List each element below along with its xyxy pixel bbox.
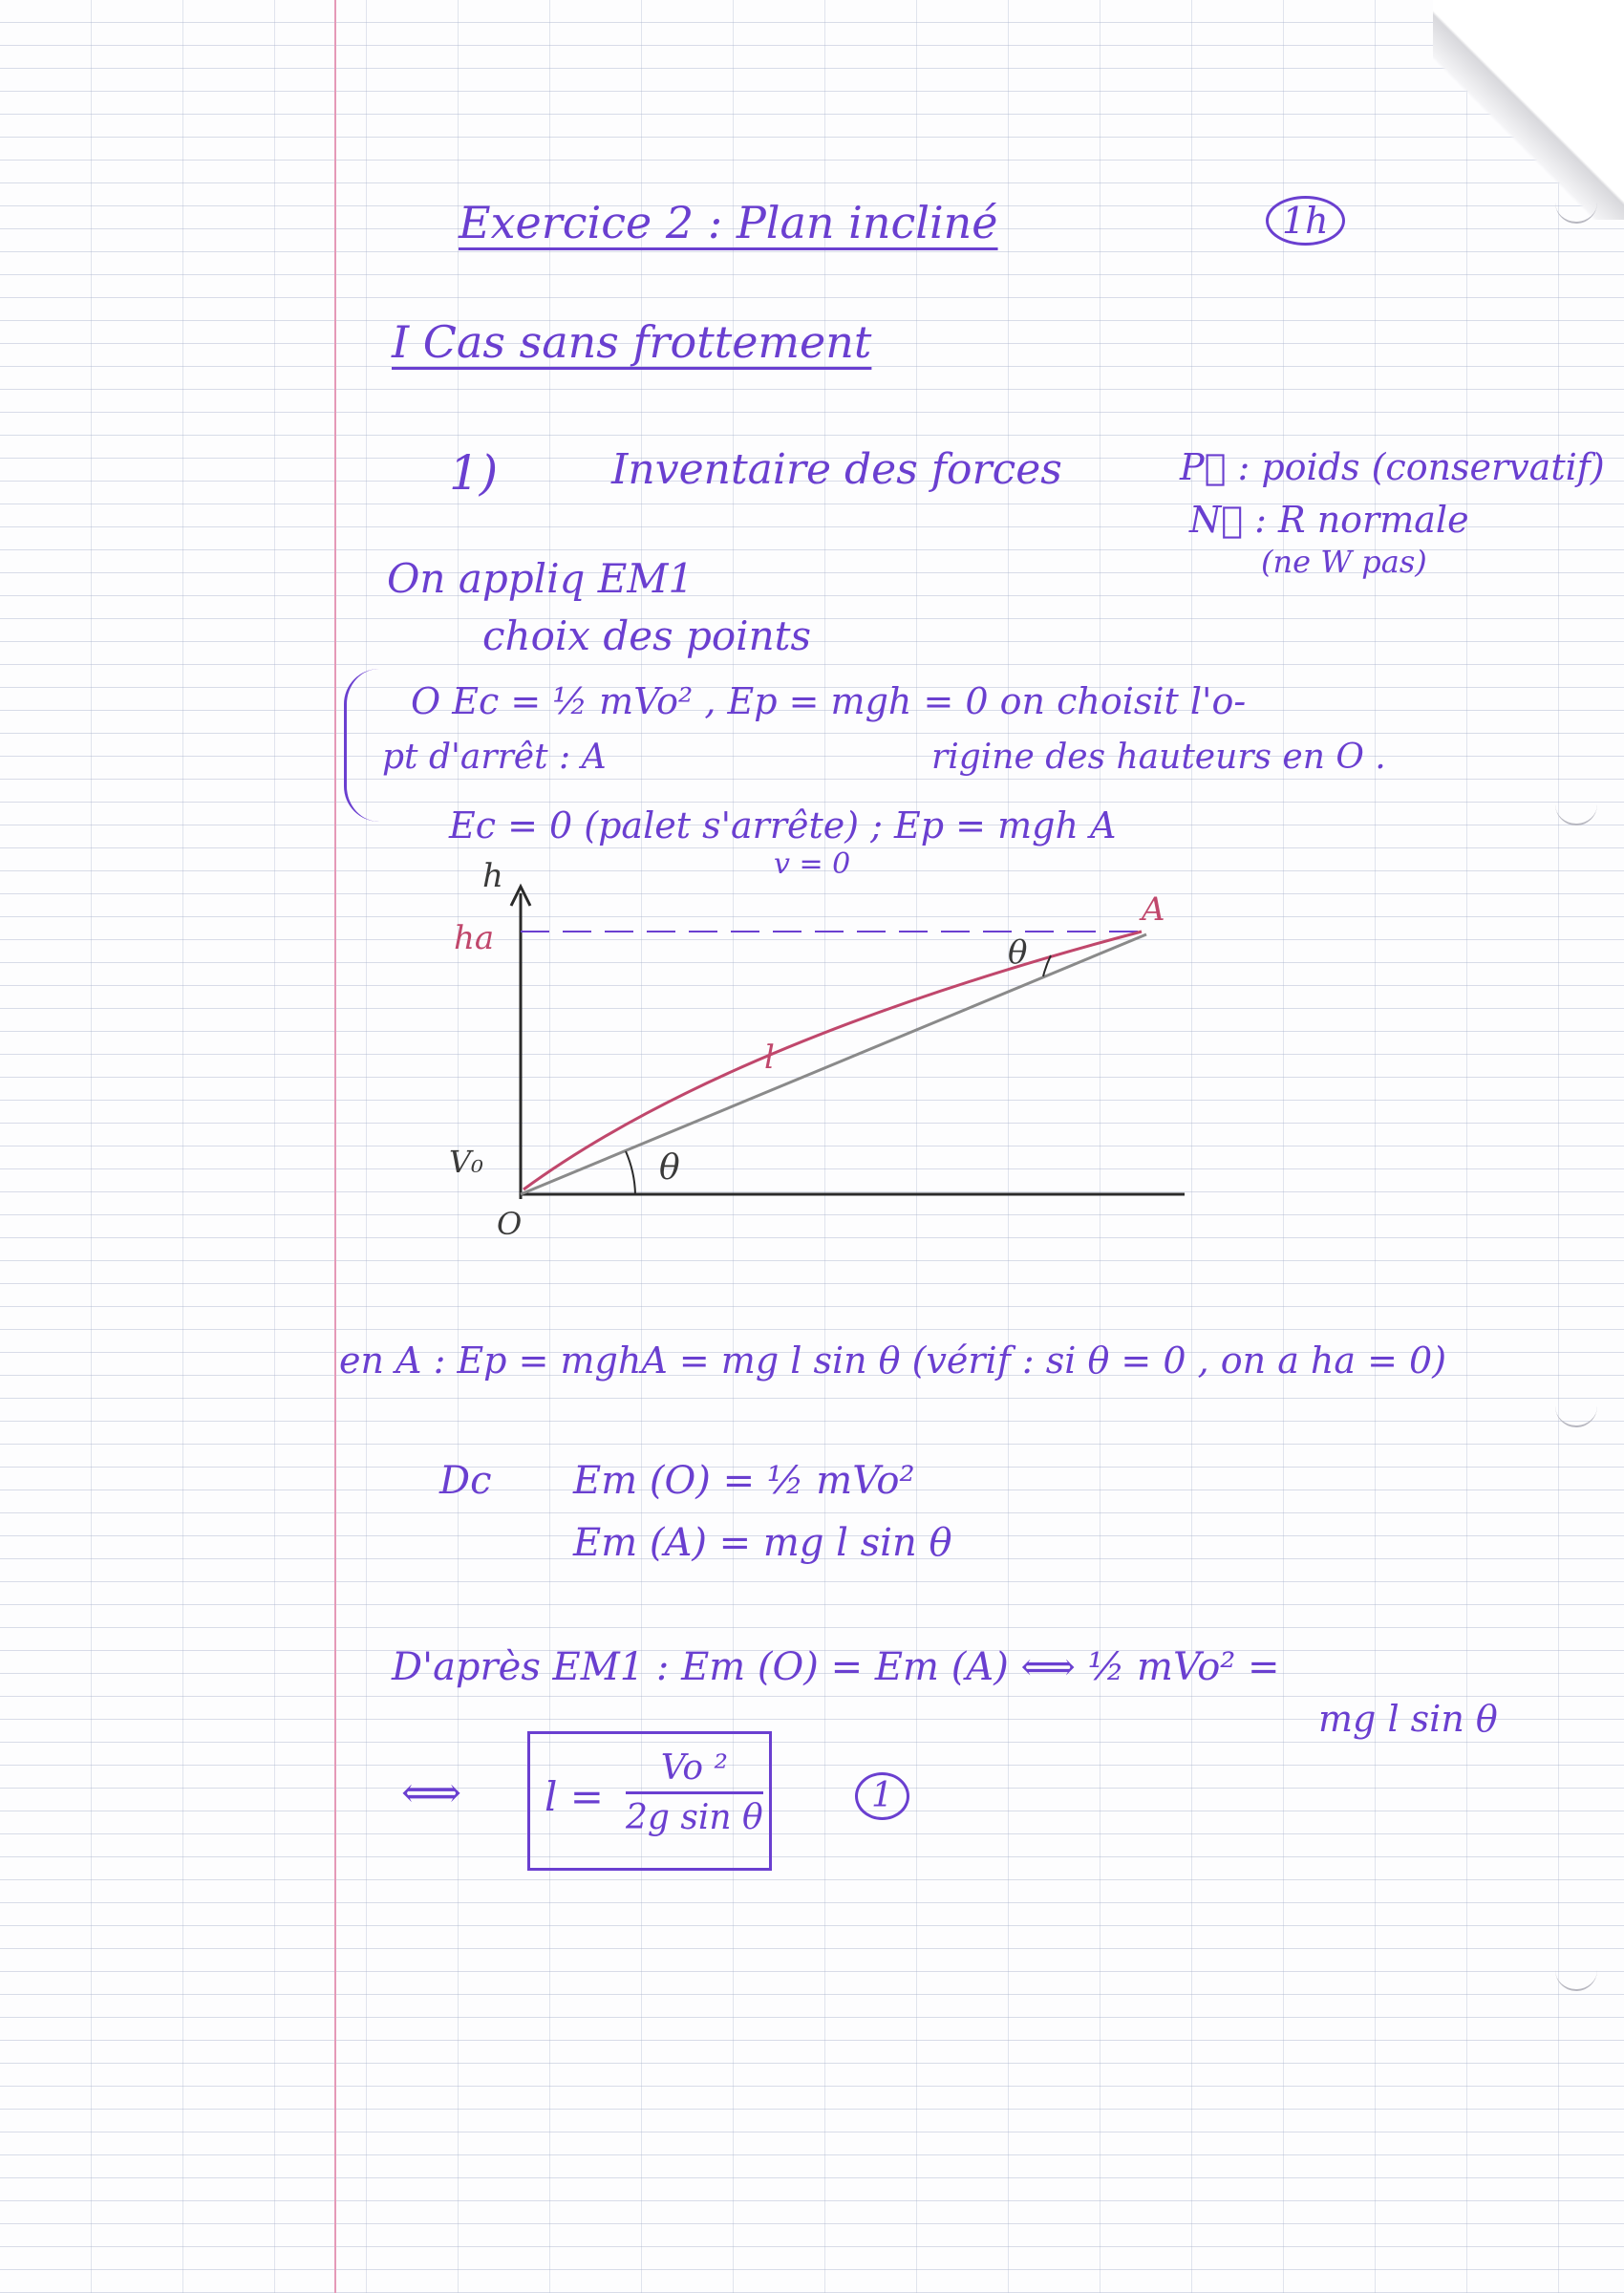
- step-number: 1): [449, 445, 499, 501]
- force-weight: P⃗ : poids (conservatif): [1180, 446, 1605, 488]
- force-normal-note: (ne W pas): [1261, 544, 1427, 580]
- axis-h-label: h: [482, 857, 503, 895]
- forces-heading: Inventaire des forces: [611, 445, 1062, 494]
- length-l-label: l: [764, 1039, 775, 1077]
- result-fraction: [626, 1748, 763, 1837]
- method-line-1: On appliq EM1: [387, 555, 694, 602]
- method-line-2: choix des points: [482, 612, 812, 659]
- theta-top-label: θ: [1008, 933, 1028, 972]
- equation-em-o: Em (O) = ½ mVo²: [573, 1459, 915, 1503]
- point-a-line: Ec = 0 (palet s'arrête) ; Ep = mgh A: [449, 804, 1117, 846]
- incline-line: [521, 934, 1146, 1194]
- arret-line: pt d'arrêt : A: [382, 738, 607, 777]
- origin-o-label: O: [497, 1206, 523, 1242]
- result-lhs: l =: [545, 1773, 604, 1820]
- v0-label: V₀: [449, 1144, 483, 1180]
- origine-line: rigine des hauteurs en O .: [931, 738, 1386, 777]
- page-badge: 1h: [1266, 196, 1345, 246]
- theta-bottom-label: θ: [659, 1148, 680, 1188]
- point-a-label: A: [1142, 890, 1165, 929]
- exercise-title: Exercice 2 : Plan incliné: [459, 197, 998, 248]
- ha-label: ha: [454, 919, 495, 957]
- equation-en-a: en A : Ep = mghA = mg l sin θ (vérif : si θ = 0 , on a ha = 0): [339, 1339, 1447, 1382]
- result-reference: 1: [855, 1772, 909, 1820]
- section-heading: I Cas sans frottement: [392, 316, 872, 368]
- result-numerator: Vo ²: [660, 1748, 728, 1788]
- force-normal: N⃗ : R normale: [1189, 499, 1469, 541]
- result-denominator: 2g sin θ: [626, 1798, 763, 1837]
- equation-em-a: Em (A) = mg l sin θ: [573, 1521, 952, 1565]
- equation-dapres: D'après EM1 : Em (O) = Em (A) ⟺ ½ mVo² =: [392, 1645, 1280, 1689]
- point-o-line: O Ec = ½ mVo² , Ep = mgh = 0 on choisit l'o-: [411, 680, 1247, 722]
- dc-label: Dc: [439, 1459, 492, 1503]
- equation-dapres-rhs: mg l sin θ: [1318, 1698, 1498, 1740]
- equivalence-arrow: ⟺: [401, 1768, 462, 1817]
- fraction-bar: [626, 1791, 763, 1794]
- angle-arc-bottom: [626, 1151, 635, 1194]
- velocity-note: v = 0: [774, 847, 851, 881]
- trajectory-curve: [524, 932, 1142, 1189]
